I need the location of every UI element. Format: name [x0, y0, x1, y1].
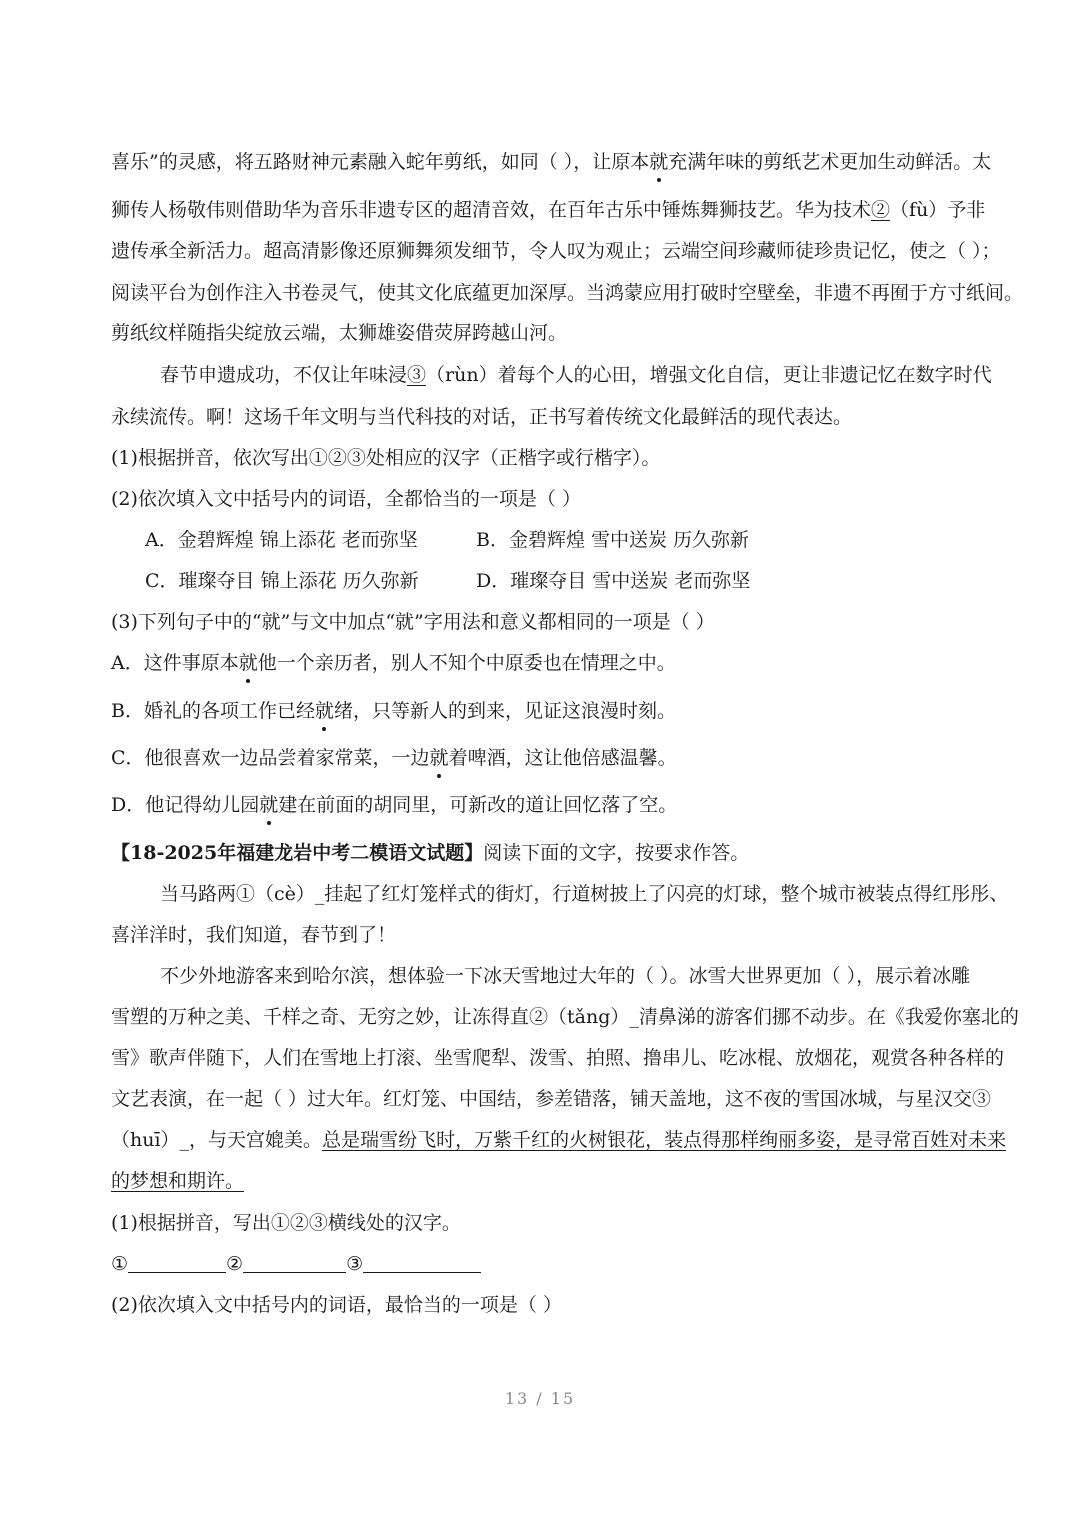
answer-blank-2[interactable] — [243, 1252, 346, 1273]
passage2-line-3: 不少外地游客来到哈尔滨，想体验一下冰天雪地过大年的（ ）。冰雪大世界更加（ ），展示着冰雕 — [160, 965, 971, 987]
emphasis-dot-char: 就 — [314, 700, 334, 722]
emphasis-dot-char: 就 — [259, 794, 279, 816]
sentence-c: C．他很喜欢一边品尝着家常菜，一边就着啤酒，这让他倍感温馨。 — [111, 747, 677, 769]
option-c: C．璀璨夺目 锦上添花 历久弥新 — [145, 570, 419, 592]
question-4: (1)根据拼音，写出①②③横线处的汉字。 — [111, 1212, 461, 1234]
blank-3: ③ — [407, 364, 427, 386]
option-b: B．金碧辉煌 雪中送炭 历久弥新 — [476, 529, 750, 551]
passage2-line-2: 喜洋洋时，我们知道，春节到了！ — [111, 924, 397, 946]
question-5: (2)依次填入文中括号内的词语，最恰当的一项是（ ） — [111, 1294, 562, 1316]
passage-line-6: 春节申遗成功，不仅让年味浸③（rùn）着每个人的心田，增强文化自信，更让非遗记忆在数字时代 — [160, 364, 992, 386]
answer-blank-3[interactable] — [363, 1252, 481, 1273]
emphasis-dot-char: 就 — [429, 747, 449, 769]
passage-line-5: 剪纸纹样随指尖绽放云端，太狮雄姿借荧屏跨越山河。 — [111, 322, 568, 344]
passage-line-2: 狮传人杨敬伟则借助华为音乐非遗专区的超清音效，在百年古乐中锤炼舞狮技艺。华为技术②（fù）予非 — [111, 199, 986, 221]
underlined-sentence: 总是瑞雪纷飞时，万紫千红的火树银花，装点得那样绚丽多姿，是寻常百姓对未来 — [322, 1129, 1007, 1151]
passage2-line-4: 雪塑的万种之美、千样之奇、无穷之妙，让冻得直②（tǎng）_清鼻涕的游客们挪不动步。在《我爱你塞北的 — [111, 1006, 1019, 1028]
passage2-line-1: 当马路两①（cè）_挂起了红灯笼样式的街灯，行道树披上了闪亮的灯球，整个城市被装点得红彤彤、 — [160, 883, 1009, 905]
sentence-b: B．婚礼的各项工作已经就绪，只等新人的到来，见证这浪漫时刻。 — [111, 700, 676, 722]
passage-line-4: 阅读平台为创作注入书卷灵气，使其文化底蕴更加深厚。当鸿蒙应用打破时空壁垒，非遗不再囿于方寸纸间。 — [111, 282, 1024, 304]
answer-blank-1[interactable] — [128, 1252, 226, 1273]
sentence-d: D．他记得幼儿园就建在前面的胡同里，可新改的道让回忆落了空。 — [111, 794, 678, 816]
passage-line-1: 喜乐”的灵感，将五路财神元素融入蛇年剪纸，如同（ ），让原本就充满年味的剪纸艺术更加生动鲜活。太 — [111, 151, 992, 173]
page-number: 13 / 15 — [504, 1389, 576, 1408]
sentence-a: A．这件事原本就他一个亲历者，别人不知个中原委也在情理之中。 — [111, 652, 676, 674]
answer-blanks: ① ② ③ — [111, 1252, 481, 1276]
heading-source: 【18-2025年福建龙岩中考二模语文试题】 — [111, 842, 484, 864]
passage-line-3: 遗传承全新活力。超高清影像还原狮舞须发细节，令人叹为观止；云端空间珍藏师徒珍贵记忆，使之（ ）； — [111, 240, 1001, 262]
emphasis-dot-char: 就 — [649, 151, 669, 173]
option-a: A．金碧辉煌 锦上添花 老而弥坚 — [145, 529, 418, 551]
passage2-line-6: 文艺表演，在一起（ ）过大年。红灯笼、中国结，参差错落，铺天盖地，这不夜的雪国冰城，与星汉交③ — [111, 1088, 992, 1110]
passage2-line-5: 雪》歌声伴随下，人们在雪地上打滚、坐雪爬犁、泼雪、拍照、撸串儿、吃冰棍、放烟花，观赏各种各样的 — [111, 1047, 1005, 1069]
blank-2: ② — [871, 199, 891, 221]
question-2: (2)依次填入文中括号内的词语，全都恰当的一项是（ ） — [111, 488, 581, 510]
question-3: (3)下列句子中的“就”与文中加点“就”字用法和意义都相同的一项是（ ） — [111, 611, 715, 633]
passage2-line-7: （huī）_，与天宫媲美。总是瑞雪纷飞时，万紫千红的火树银花，装点得那样绚丽多姿，是寻常百姓对未来 — [111, 1129, 1007, 1151]
question-1: (1)根据拼音，依次写出①②③处相应的汉字（正楷字或行楷字）。 — [111, 447, 661, 469]
option-d: D．璀璨夺目 雪中送炭 老而弥坚 — [476, 570, 751, 592]
emphasis-dot-char: 就 — [238, 652, 258, 674]
passage2-line-8 — [111, 1169, 244, 1193]
passage-line-7: 永续流传。啊！这场千年文明与当代科技的对话，正书写着传统文化最鲜活的现代表达。 — [111, 406, 853, 428]
underlined-sentence-end: 的梦想和期许。 — [111, 1170, 245, 1192]
section-heading: 【18-2025年福建龙岩中考二模语文试题】阅读下面的文字，按要求作答。 — [111, 842, 750, 864]
